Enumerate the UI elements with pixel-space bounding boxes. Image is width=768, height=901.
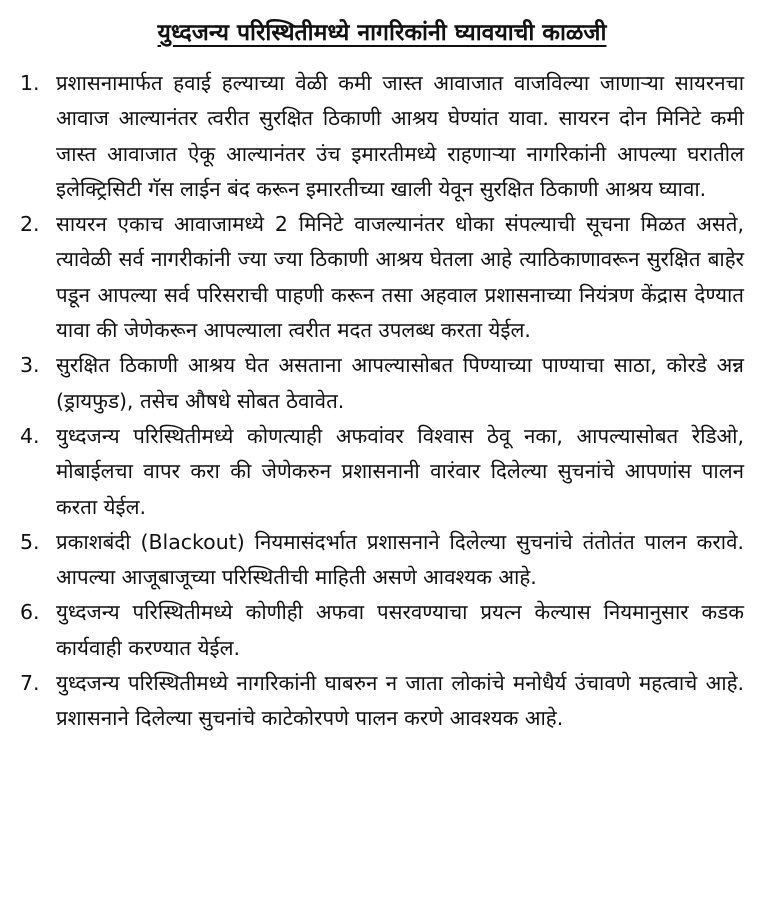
item-text: प्रशासनामार्फत हवाई हल्याच्या वेळी कमी जास्त आवाजात वाजविल्या जाणाऱ्या सायरनचा आवाज आल्यानंतर त्वरीत सुरक्षित ठिकाणी आश्रय घेण्यांत यावा. सायरन दोन मिनिटे कमी जास्त आवाजात ऐकू आल्यानंतर उंच इमारतीमध्ये राहणाऱ्या नागरिकांनी आपल्या घरातील इलेक्ट्रिसिटी गॅस लाईन बंद करून इमारतीच्या खाली येवून सुरक्षित ठिकाणी आश्रय घ्यावा. [56, 71, 744, 201]
item-number: 7. [20, 671, 40, 696]
item-text: युध्दजन्य परिस्थितीमध्ये कोणत्याही अफवांवर विश्वास ठेवू नका, आपल्यासोबत रेडिओ, मोबाईलचा वापर करा की जेणेकरुन प्रशासनानी वारंवार दिलेल्या सुचनांचे आपणांस पालन करता येईल. [56, 423, 744, 519]
item-text: युध्दजन्य परिस्थितीमध्ये नागरिकांनी घाबरुन न जाता लोकांचे मनोधैर्य उंचावणे महत्वाचे आहे. प्रशासनाने दिलेल्या सुचनांचे काटेकोरपणे पालन करणे आवश्यक आहे. [56, 671, 744, 731]
item-text: सायरन एकाच आवाजामध्ये 2 मिनिटे वाजल्यानंतर धोका संपल्याची सूचना मिळत असते, त्यावेळी सर्व नागरीकांनी ज्या ज्या ठिकाणी आश्रय घेतला आहे त्याठिकाणावरून सुरक्षित बाहेर पडून आपल्या सर्व परिसराची पाहणी करून तसा अहवाल प्रशासनाच्या नियंत्रण केंद्रास देण्यात यावा की जेणेकरून आपल्याला त्वरीत मदत उपलब्ध करता येईल. [56, 212, 744, 343]
list-item [20, 66, 744, 207]
item-number: 6. [20, 600, 40, 625]
list-item [20, 207, 744, 348]
item-text: सुरक्षित ठिकाणी आश्रय घेत असताना आपल्यासोबत पिण्याच्या पाण्याचा साठा, कोरडे अन्न (ड्रायफुड), तसेच औषधे सोबत ठेवावेत. [56, 353, 744, 413]
item-number: 5. [20, 529, 40, 554]
instructions-list [20, 66, 744, 737]
list-item [20, 595, 744, 666]
item-number: 3. [20, 353, 40, 378]
item-number: 2. [20, 212, 40, 237]
list-item [20, 419, 744, 525]
list-item [20, 666, 744, 737]
list-item [20, 348, 744, 419]
document-title: युध्दजन्य परिस्थितीमध्ये नागरिकांनी घ्यावयाची काळजी [157, 20, 607, 46]
item-text: युध्दजन्य परिस्थितीमध्ये कोणीही अफवा पसरवण्याचा प्रयत्न केल्यास नियमानुसार कडक कार्यवाही करण्यात येईल. [56, 600, 744, 660]
list-item [20, 525, 744, 596]
item-number: 4. [20, 423, 40, 448]
item-number: 1. [20, 71, 40, 95]
item-text: प्रकाशबंदी (Blackout) नियमासंदर्भात प्रशासनाने दिलेल्या सुचनांचे तंतोतंत पालन करावे. आपल्या आजूबाजूच्या परिस्थितीची माहिती असणे आवश्यक आहे. [56, 529, 744, 590]
